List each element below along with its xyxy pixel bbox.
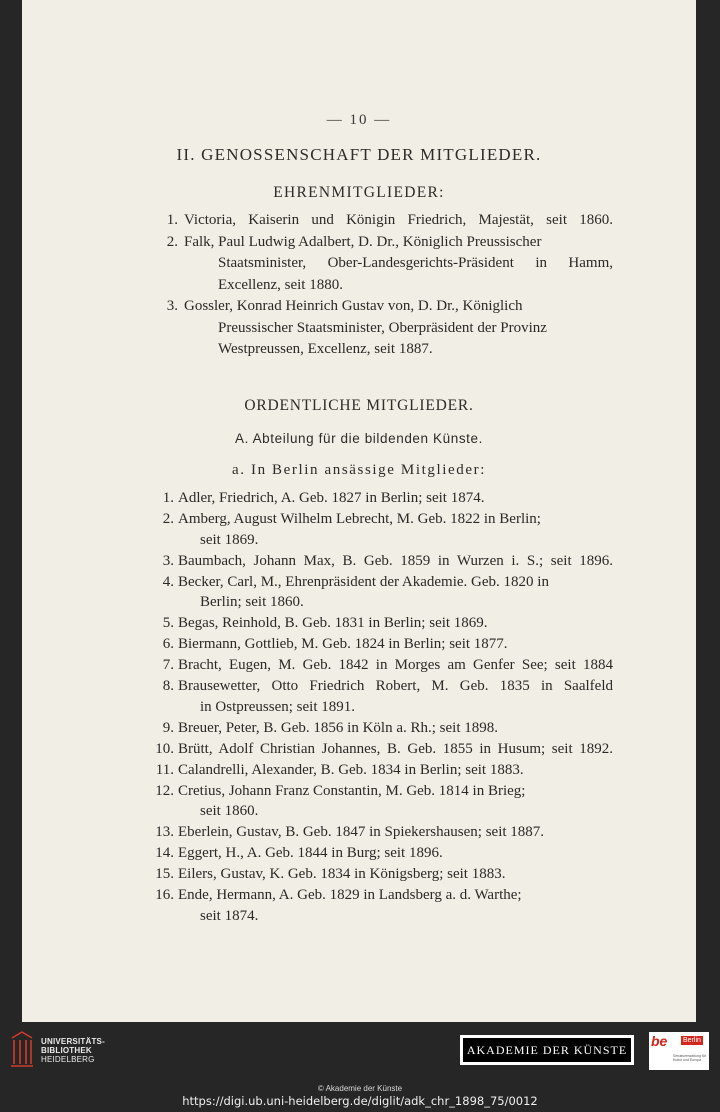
entry-number: 3. bbox=[166, 298, 178, 314]
entry-text-line: Adler, Friedrich, A. Geb. 1827 in Berlin; seit 1874. bbox=[178, 490, 485, 506]
entry-text-line: Bracht, Eugen, M. Geb. 1842 in Morges am Genfer See; seit 1884 bbox=[178, 657, 613, 674]
library-logo[interactable] bbox=[9, 1030, 105, 1070]
entry-number: 7. bbox=[162, 657, 174, 674]
document-page bbox=[22, 0, 696, 1022]
subsection-heading: a. In Berlin ansässige Mitglieder: bbox=[232, 462, 486, 478]
entry-text-line: seit 1869. bbox=[200, 531, 259, 548]
berlin-logo-subtext: Senatsverwaltung für Kultur und Europa bbox=[673, 1054, 706, 1062]
entry-number: 13. bbox=[155, 824, 174, 841]
entry-text-line: Excellenz, seit 1880. bbox=[218, 276, 343, 293]
entry-text-line: Brausewetter, Otto Friedrich Robert, M. Geb. 1835 in Saalfeld bbox=[178, 678, 613, 695]
copyright-notice: © Akademie der Künste bbox=[317, 1084, 403, 1093]
library-columns-icon bbox=[9, 1030, 35, 1070]
entry-text-line: Ende, Hermann, A. Geb. 1829 in Landsberg a. d. Warthe; bbox=[178, 887, 522, 904]
entry-number: 1. bbox=[162, 490, 174, 506]
main-heading: II. GENOSSENSCHAFT DER MITGLIEDER. bbox=[176, 145, 542, 164]
section-heading: A. Abteilung für die bildenden Künste. bbox=[235, 431, 483, 446]
entry-number: 15. bbox=[155, 866, 174, 883]
entry-text-line: Becker, Carl, M., Ehrenpräsident der Akademie. Geb. 1820 in bbox=[178, 573, 549, 590]
berlin-logo-tag: Berlin bbox=[683, 1037, 701, 1044]
entry-text-line: Gossler, Konrad Heinrich Gustav von, D. Dr., Königlich bbox=[184, 298, 523, 314]
entry-number: 3. bbox=[162, 552, 174, 569]
entry-text-line: Biermann, Gottlieb, M. Geb. 1824 in Berlin; seit 1877. bbox=[178, 636, 508, 653]
entry-text-line: Falk, Paul Ludwig Adalbert, D. Dr., Königlich Preussischer bbox=[184, 233, 542, 250]
entry-number: 1. bbox=[166, 212, 178, 228]
entry-number: 14. bbox=[155, 845, 174, 862]
berlin-senate-logo[interactable] bbox=[649, 1032, 709, 1070]
entry-text-line: Eilers, Gustav, K. Geb. 1834 in Königsberg; seit 1883. bbox=[178, 866, 506, 883]
entry-number: 11. bbox=[155, 761, 174, 778]
entry-number: 8. bbox=[162, 678, 174, 695]
source-url[interactable]: https://digi.ub.uni-heidelberg.de/diglit/adk_chr_1898_75/0012 bbox=[182, 1094, 538, 1108]
entry-number: 12. bbox=[155, 782, 174, 799]
honor-members-heading: EHRENMITGLIEDER: bbox=[273, 184, 445, 201]
entry-text-line: seit 1874. bbox=[200, 907, 259, 924]
entry-number: 10. bbox=[155, 740, 174, 757]
entry-text-line: Staatsminister, Ober-Landesgerichts-Präsident in Hamm, bbox=[218, 255, 613, 271]
entry-text-line: Eggert, H., A. Geb. 1844 in Burg; seit 1896. bbox=[178, 845, 443, 862]
akademie-label: AKADEMIE DER KÜNSTE bbox=[463, 1038, 631, 1062]
page-number: — 10 — bbox=[326, 112, 392, 128]
entry-number: 2. bbox=[162, 510, 174, 527]
library-name-line: BIBLIOTHEK bbox=[41, 1045, 92, 1055]
berlin-logo-mark: be bbox=[651, 1033, 668, 1049]
entry-text-line: in Ostpreussen; seit 1891. bbox=[200, 698, 355, 715]
entry-text-line: Cretius, Johann Franz Constantin, M. Geb. 1814 in Brieg; bbox=[178, 782, 526, 799]
entry-text-line: Berlin; seit 1860. bbox=[200, 594, 304, 611]
library-name bbox=[41, 1037, 105, 1064]
entry-number: 6. bbox=[162, 636, 174, 653]
entry-text-line: Preussischer Staatsminister, Oberpräsident der Provinz bbox=[218, 319, 547, 336]
entry-text-line: Breuer, Peter, B. Geb. 1856 in Köln a. Rh.; seit 1898. bbox=[178, 719, 499, 736]
entry-text-line: Westpreussen, Excellenz, seit 1887. bbox=[218, 341, 433, 357]
entry-number: 2. bbox=[166, 233, 178, 250]
entry-text-line: Baumbach, Johann Max, B. Geb. 1859 in Wurzen i. S.; seit 1896. bbox=[178, 552, 613, 569]
entry-number: 9. bbox=[162, 719, 174, 736]
entry-text-line: Amberg, August Wilhelm Lebrecht, M. Geb. 1822 in Berlin; bbox=[178, 510, 541, 527]
entry-text-line: Begas, Reinhold, B. Geb. 1831 in Berlin; seit 1869. bbox=[178, 615, 488, 632]
entry-text-line: Brütt, Adolf Christian Johannes, B. Geb. 1855 in Husum; seit 1892. bbox=[178, 740, 613, 757]
entry-text-line: Eberlein, Gustav, B. Geb. 1847 in Spiekershausen; seit 1887. bbox=[178, 824, 545, 841]
entry-number: 5. bbox=[162, 615, 174, 632]
entry-number: 16. bbox=[155, 887, 174, 904]
entry-text-line: seit 1860. bbox=[200, 803, 259, 820]
library-name-line: UNIVERSITÄTS- bbox=[41, 1036, 105, 1046]
entry-number: 4. bbox=[162, 573, 174, 590]
entry-text-line: Victoria, Kaiserin und Königin Friedrich, Majestät, seit 1860. bbox=[184, 212, 613, 228]
akademie-logo[interactable] bbox=[460, 1035, 634, 1065]
library-name-line: HEIDELBERG bbox=[41, 1054, 95, 1064]
ordinary-members-heading: ORDENTLICHE MITGLIEDER. bbox=[244, 397, 474, 414]
entry-text-line: Calandrelli, Alexander, B. Geb. 1834 in Berlin; seit 1883. bbox=[178, 761, 524, 778]
